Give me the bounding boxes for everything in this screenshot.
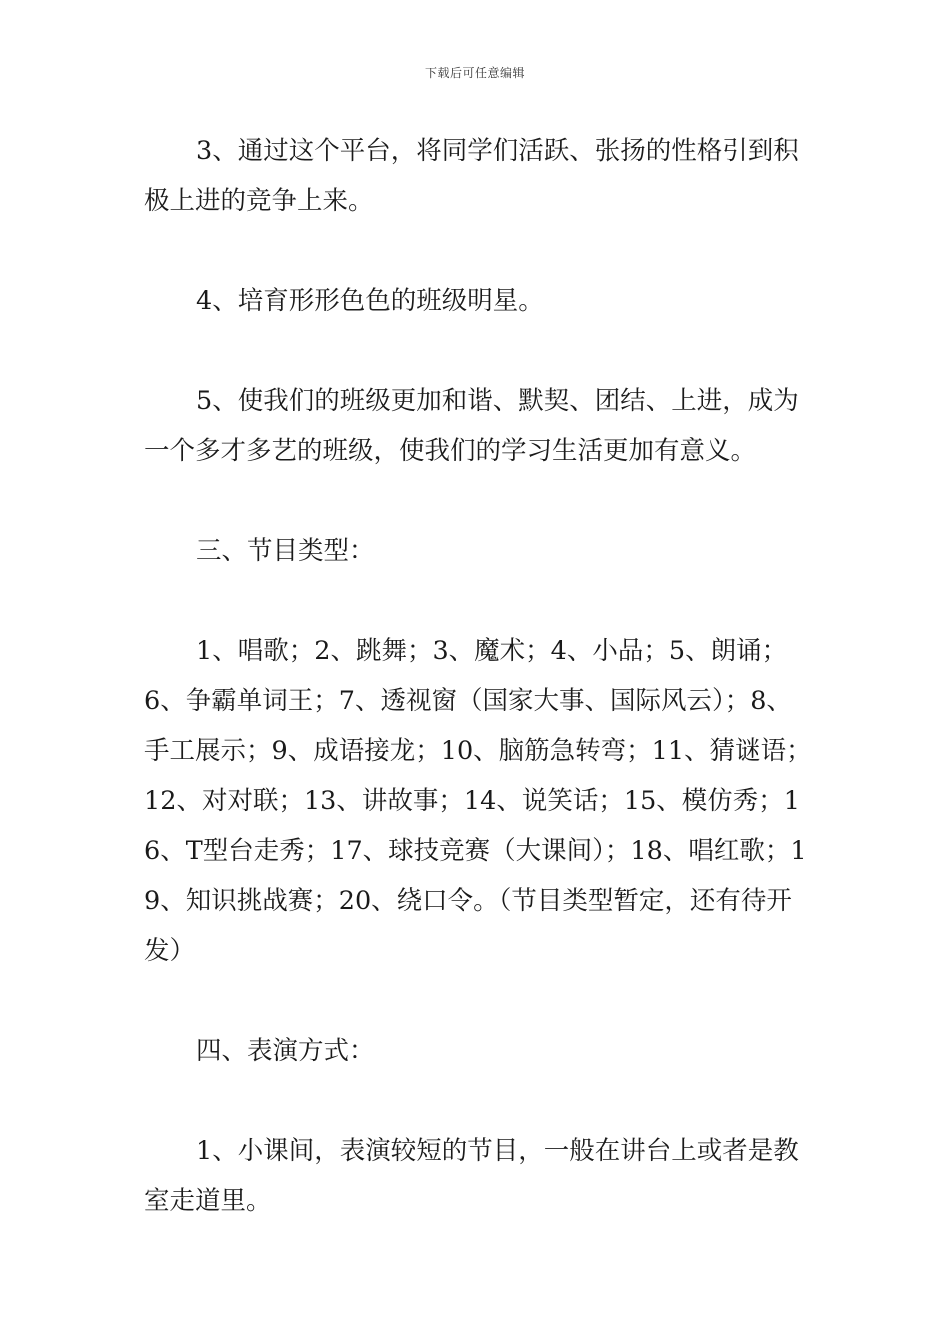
paragraph-method-1: 1、小课间，表演较短的节目，一般在讲台上或者是教室走道里。	[144, 1136, 799, 1216]
paragraph-goal-5: 5、使我们的班级更加和谐、默契、团结、上进，成为一个多才多艺的班级，使我们的学习生活更加有意义。	[144, 386, 799, 466]
page-header-note: 下载后可任意编辑	[424, 66, 525, 80]
document-body	[144, 126, 814, 1226]
paragraph-goal-4: 4、培育形形色色的班级明星。	[196, 286, 544, 316]
paragraph-program-list: 1、唱歌；2、跳舞；3、魔术；4、小品；5、朗诵；6、争霸单词王；7、透视窗（国家大事、国际风云）；8、手工展示；9、成语接龙；10、脑筋急转弯；11、猜谜语；12、对对联；13、讲故事；14、说笑话；15、模仿秀；16、T型台走秀；17、球技竞赛（大课间）；18、唱红歌；19、知识挑战赛；20、绕口令。（节目类型暂定，还有待开发）	[144, 636, 812, 966]
section-heading-program-types: 三、节目类型：	[196, 536, 375, 566]
paragraph-goal-3: 3、通过这个平台，将同学们活跃、张扬的性格引到积极上进的竞争上来。	[144, 136, 799, 216]
section-heading-performance-methods: 四、表演方式：	[196, 1036, 375, 1066]
